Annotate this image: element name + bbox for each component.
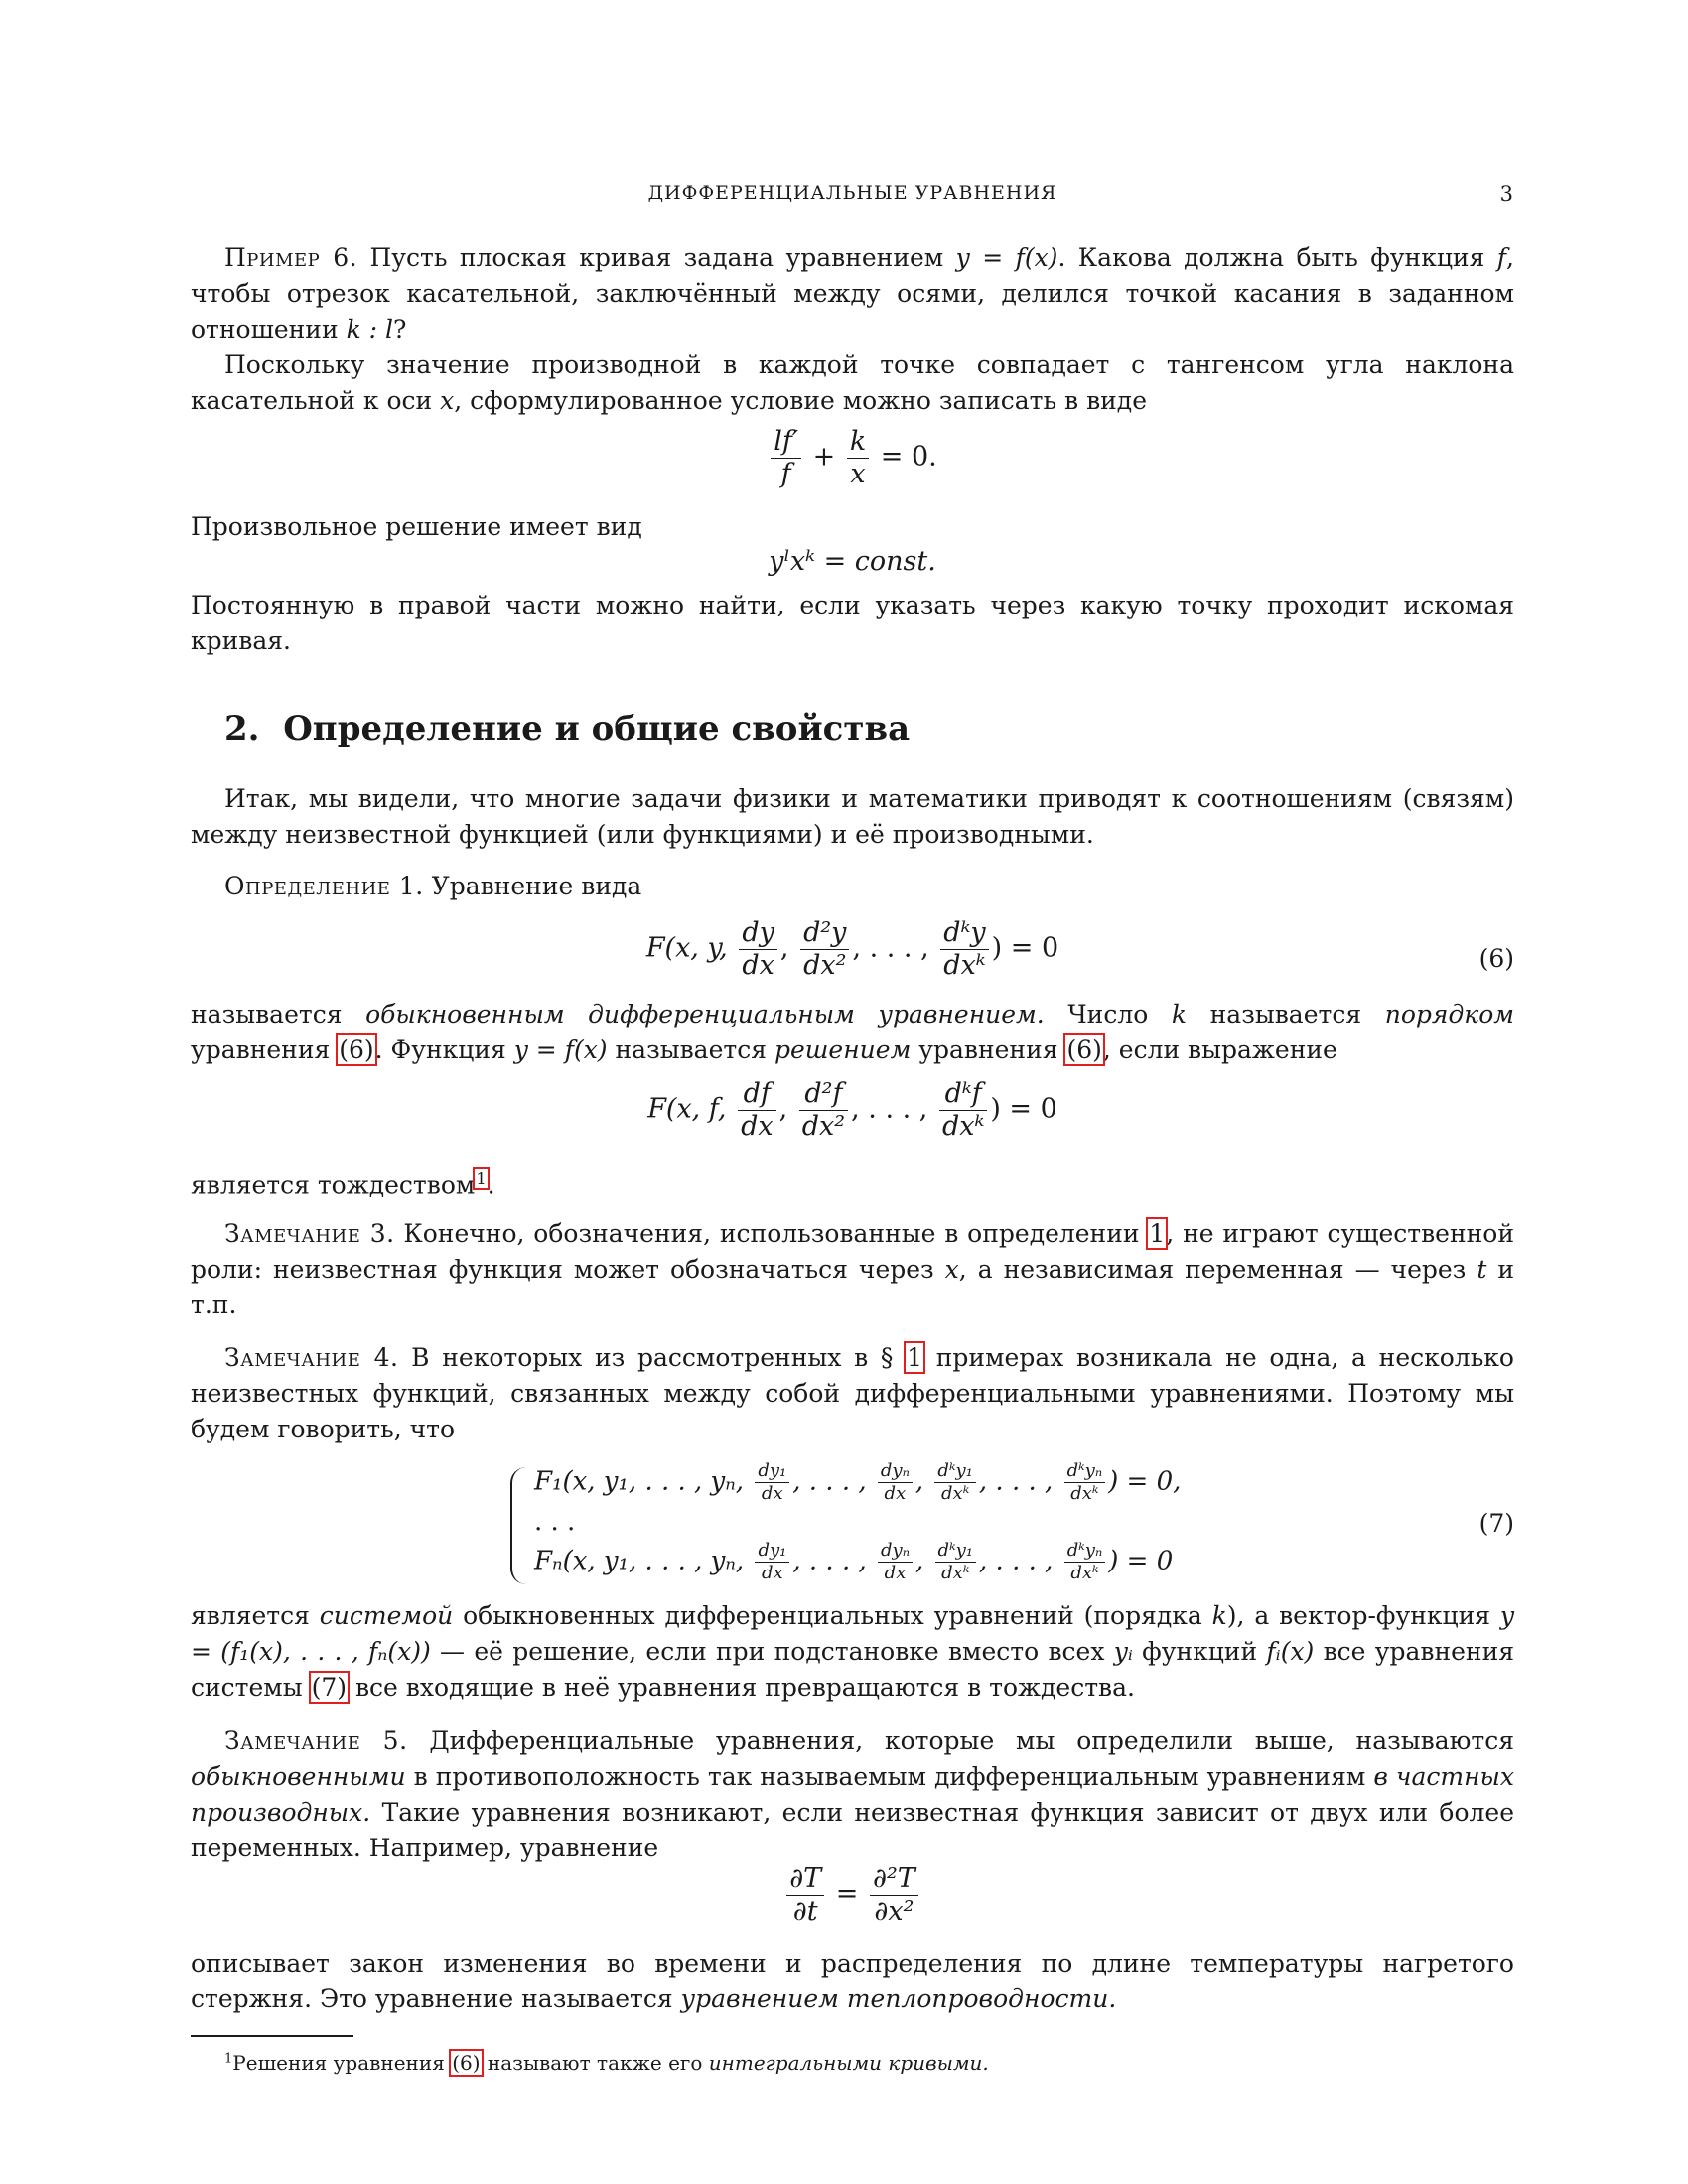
paragraph-intro: Итак, мы видели, что многие задачи физики и математики приводят к соотношениям (связям) между неизвестной функцией (или функциями) и её производными.	[191, 784, 1514, 849]
equation-heat: $\frac{\partial T}{\partial t}$ = $\frac{\text{∂²T}}{\text{∂x²}}$	[191, 1864, 1514, 1926]
equation-identity: F(x, f, $\frac{df}{dx}$ , $\frac{\text{d²f}}{\text{dx²}}$ , . . . , $\frac{\text{dᵏf}}{\text{dxᵏ}}$ ) = 0	[647, 1078, 1057, 1142]
document-page	[191, 0, 1514, 2184]
running-title: ДИФФЕРЕНЦИАЛЬНЫЕ УРАВНЕНИЯ	[647, 182, 1057, 204]
footnote-rule	[191, 2035, 353, 2037]
remark-label: Замечание 5.	[224, 1726, 408, 1755]
remark-label: Замечание 4.	[224, 1343, 399, 1372]
running-head	[191, 182, 1514, 211]
remark-label: Замечание 3.	[224, 1219, 395, 1248]
system-line-2: . . .	[534, 1507, 576, 1537]
system-line-1: F₁(x, y₁, . . . , yₙ, $\frac{\text{dy₁}}{dx}$ , . . . , $\frac{\text{dyₙ}}{dx}$ , $\frac{\text{dᵏy₁}}{\text{dxᵏ}}$ , . . . , $\frac{\text{dᵏyₙ}}{\text{dxᵏ}}$ ) = 0,	[534, 1460, 1182, 1504]
remark-4: Замечание 4. В некоторых из рассмотренных в § 1 примерах возникала не одна, а несколько неизвестных функций, связанных между собой дифференциальными уравнениями. Поэтому мы будем говорить, что	[191, 1343, 1514, 1443]
example-6: Пример 6. Пусть плоская кривая задана уравнением y = f(x). Какова должна быть функция f, чтобы отрезок касательной, заключённый между осями, делился точкой касания в заданном отношении k : l?	[191, 243, 1514, 343]
remark-5: Замечание 5. Дифференциальные уравнения, которые мы определили выше, называются обыкновенными в противоположность так называемым дифференциальным уравнениям в частных производных. Такие уравнения возникают, если неизвестная функция зависит от двух или более переменных. Например, уравнение	[191, 1726, 1514, 1862]
page-number: 3	[1499, 182, 1514, 205]
equation-number-6: (6)	[1478, 944, 1514, 973]
paragraph-definition: называется обыкновенным дифференциальным уравнением. Число k называется порядком уравнения (6). Функция y = f(x) называется решением уравнения (6), если выражение	[191, 1000, 1514, 1064]
example-label: Пример 6.	[224, 243, 358, 272]
equation-ref-link[interactable]: (6)	[452, 2051, 481, 2075]
equation-solution: yˡxᵏ = const.	[769, 546, 936, 577]
equation-6: F(x, y, $\frac{dy}{dx}$ , $\frac{\text{d²y}}{\text{dx²}}$ , . . . , $\frac{\text{dᵏy}}{\text{dxᵏ}}$ ) = 0 (6)	[645, 917, 1514, 981]
paragraph-identity: является тождеством$^1$.	[191, 1169, 495, 1200]
paragraph-heat: описывает закон изменения во времени и распределения по длине температуры нагретого стержня. Это уравнение называется уравнением теплопроводности.	[191, 1949, 1514, 2013]
equation-ref-link[interactable]: (6)	[1066, 1035, 1102, 1064]
paragraph-solution: Произвольное решение имеет вид	[191, 512, 642, 541]
paragraph-constant: Постоянную в правой части можно найти, если указать через какую точку проходит искомая кривая.	[191, 591, 1514, 655]
definition-ref-link[interactable]: 1	[1149, 1219, 1166, 1248]
remark-3: Замечание 3. Конечно, обозначения, использованные в определении 1, не играют существенной роли: неизвестная функция может обозначаться через x, а независимая переменная — через t и т.п.	[191, 1219, 1515, 1319]
equation-condition: $\frac{lf'}{f}$ + $\frac{k}{x}$ = 0.	[191, 427, 1514, 488]
left-brace	[510, 1467, 532, 1584]
section-ref-link[interactable]: 1	[907, 1343, 923, 1372]
definition-label: Определение 1.	[224, 872, 424, 900]
definition-1: Определение 1. Уравнение вида	[224, 872, 642, 900]
paragraph-system: является системой обыкновенных дифференциальных уравнений (порядка k), а вектор-функция y = (f₁(x), . . . , fₙ(x)) — её решение, если при подстановке вместо всех yᵢ функций fᵢ(x) все уравнения системы (7) все входящие в неё уравнения превращаются в тождества.	[191, 1601, 1514, 1702]
section-heading: 2. Определение и общие свойства	[224, 709, 911, 749]
system-line-3: Fₙ(x, y₁, . . . , yₙ, $\frac{\text{dy₁}}{dx}$ , . . . , $\frac{\text{dyₙ}}{dx}$ , $\frac{\text{dᵏy₁}}{\text{dxᵏ}}$ , . . . , $\frac{\text{dᵏyₙ}}{\text{dxᵏ}}$ ) = 0	[534, 1540, 1174, 1583]
equation-ref-link[interactable]: (6)	[339, 1035, 374, 1064]
equation-system-7	[510, 1461, 1205, 1590]
paragraph-condition: Поскольку значение производной в каждой точке совпадает с тангенсом угла наклона касательной к оси x, сформулированное условие можно записать в виде	[191, 350, 1514, 415]
footnote-ref-link[interactable]: 1	[476, 1169, 487, 1188]
footnote: $^1$Решения уравнения (6) называют также его интегральными кривыми.	[224, 2051, 989, 2075]
equation-number-7: (7)	[1478, 1509, 1514, 1538]
equation-ref-link[interactable]: (7)	[311, 1673, 348, 1702]
